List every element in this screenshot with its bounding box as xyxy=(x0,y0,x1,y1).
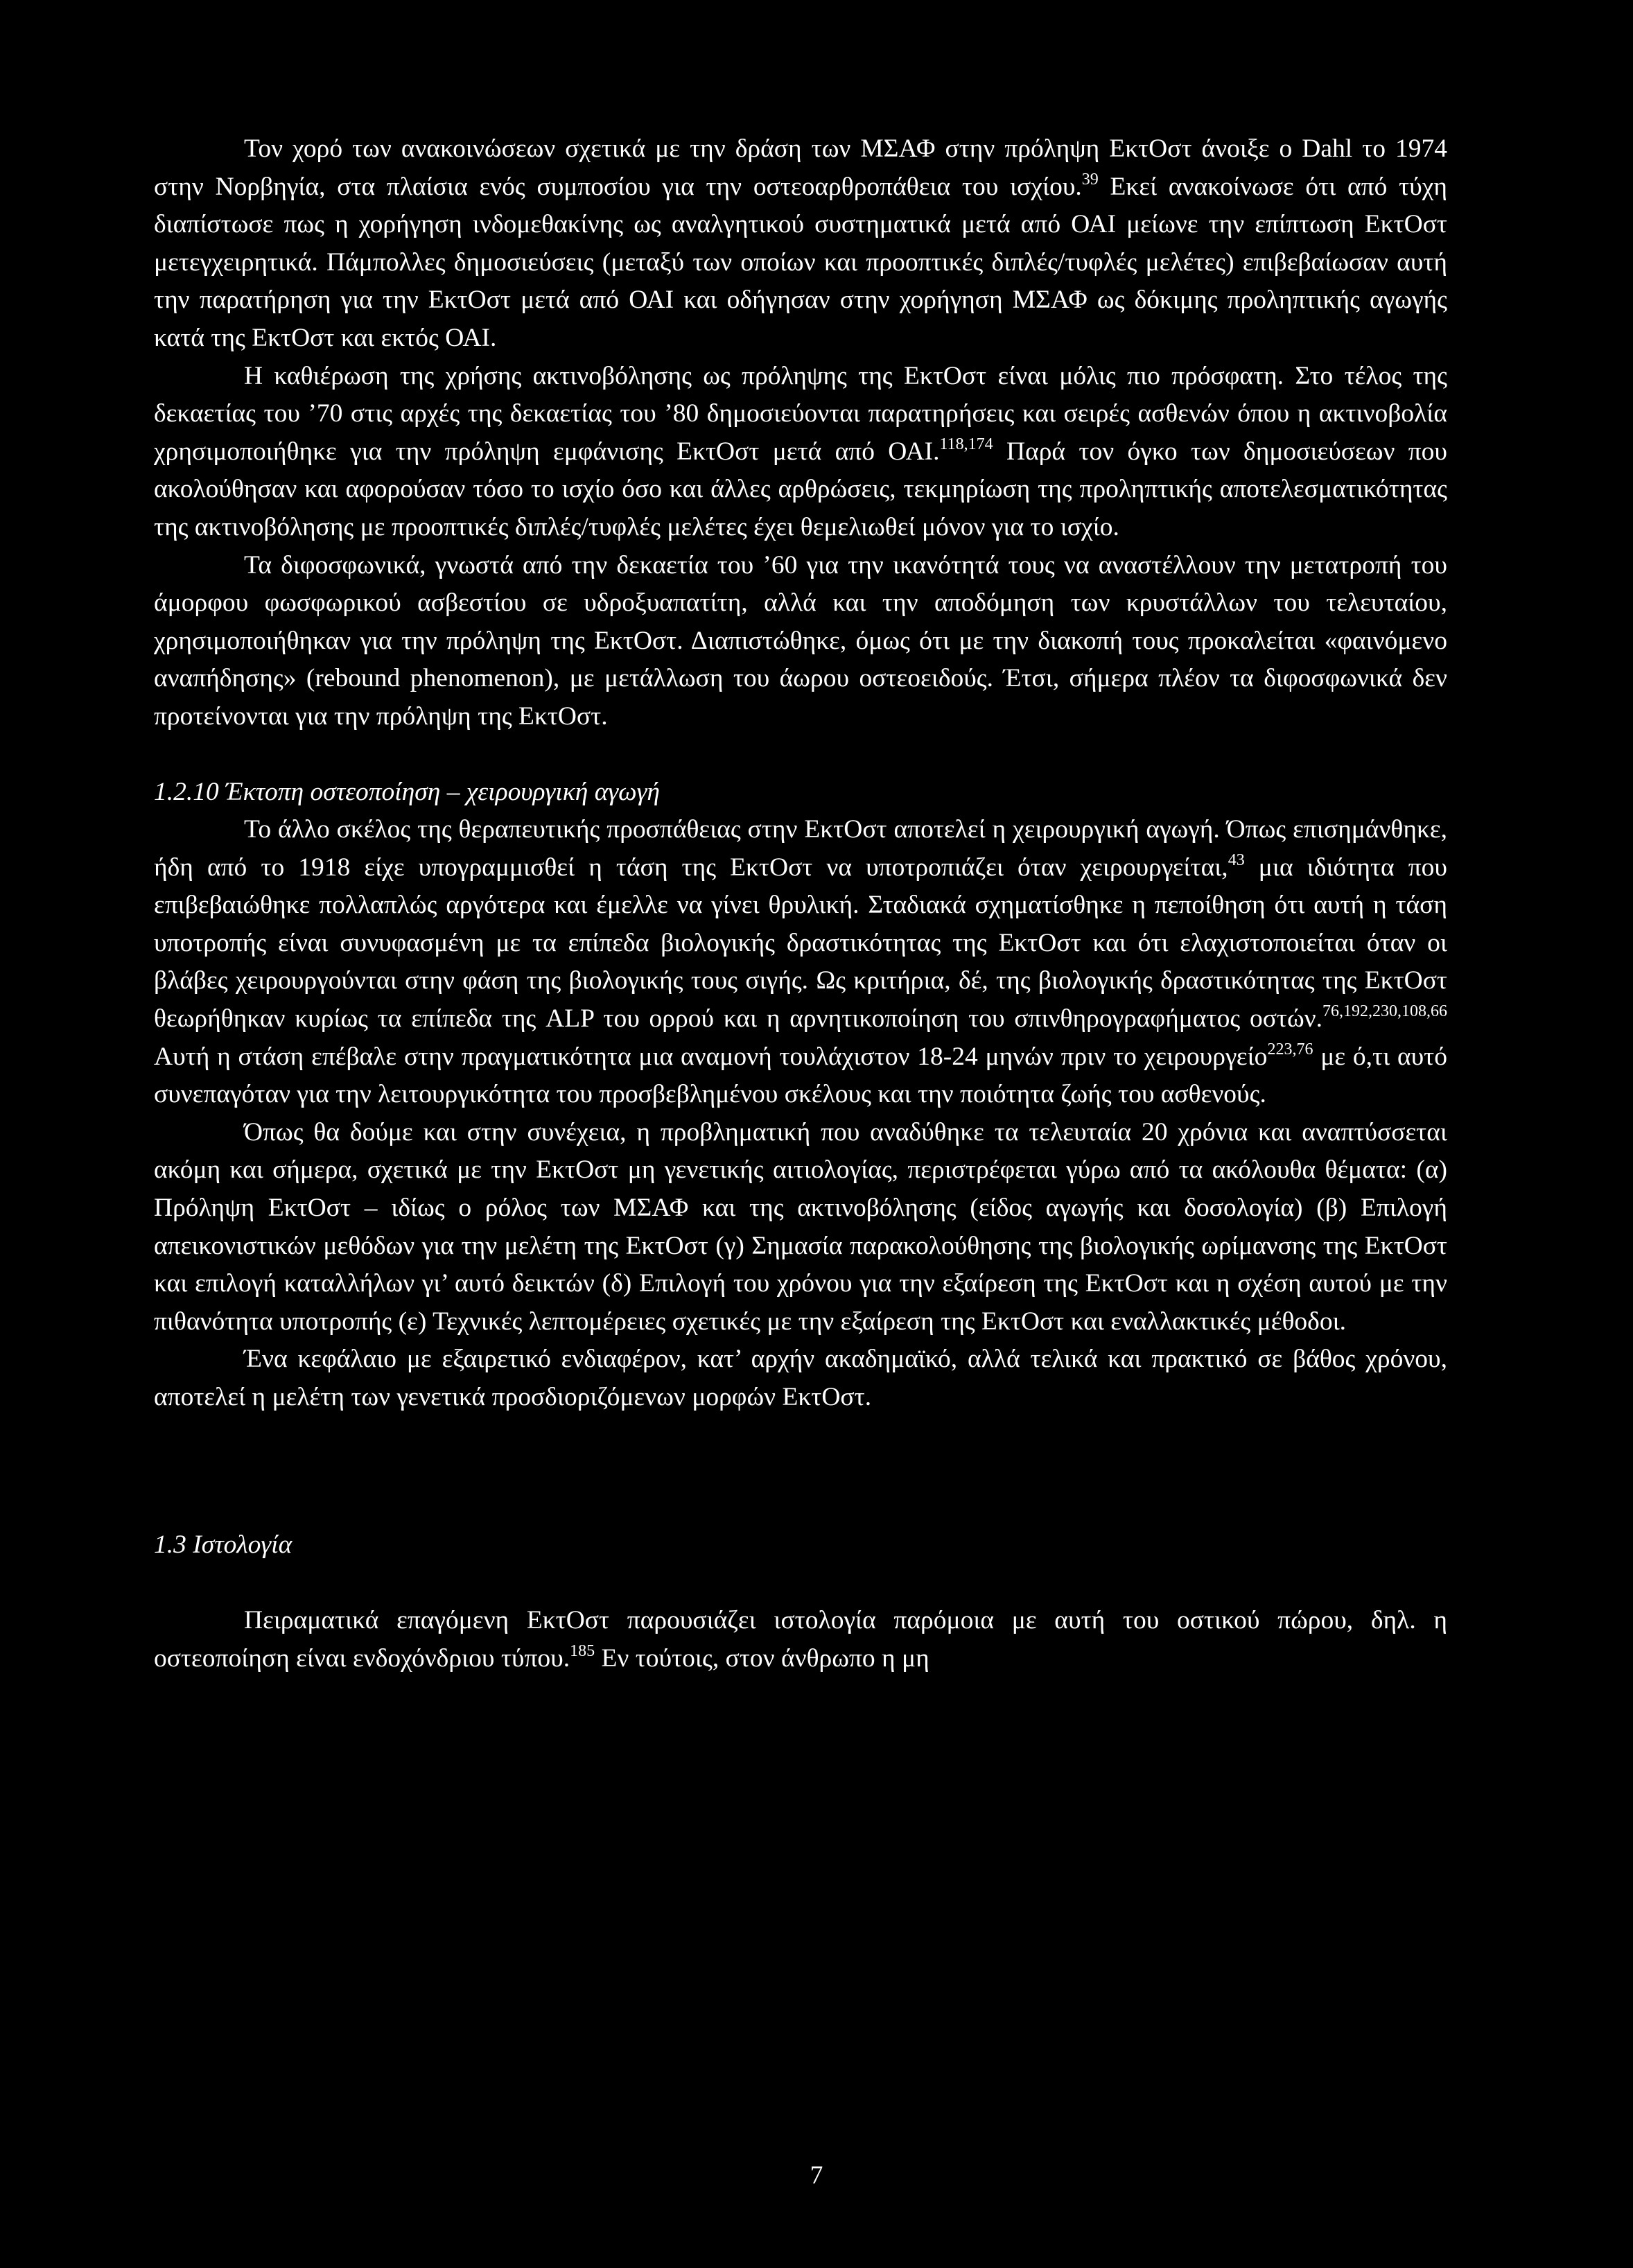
paragraph-bisphosphonates: Τα διφοσφωνικά, γνωστά από την δεκαετία του ’60 για την ικανότητά τους να αναστέλλουν την μετατροπή του άμορφου φωσφωρικού ασβεστίου σε υδροξυαπατίτη, αλλά και την αποδόμηση των κρυστάλλων του τελευταίου, χρησιμοποιήθηκαν για την πρόληψη της ΕκτΟστ. Διαπιστώθηκε, όμως ότι με την διακοπή τους προκαλείται «φαινόμενο αναπήδησης» (rebound phenomenon), με μετάλλωση του άωρου οστεοειδούς. Έτσι, σήμερα πλέον τα διφοσφωνικά δεν προτείνονται για την πρόληψη της ΕκτΟστ. xyxy=(154,550,1447,731)
document-body xyxy=(154,130,1447,1677)
paragraph-open-questions: Όπως θα δούμε και στην συνέχεια, η προβληματική που αναδύθηκε τα τελευταία 20 χρόνια και αναπτύσσεται ακόμη και σήμερα, σχετικά με την ΕκτΟστ μη γενετικής αιτιολογίας, περιστρέφεται γύρω από τα ακόλουθα θέματα: (α) Πρόληψη ΕκτΟστ – ιδίως ο ρόλος των ΜΣΑΦ και της ακτινοβόλησης (είδος αγωγής και δοσολογία) (β) Επιλογή απεικονιστικών μεθόδων για την μελέτη της ΕκτΟστ (γ) Σημασία παρακολούθησης της βιολογικής ωρίμανσης της ΕκτΟστ και επιλογή καταλλήλων γι’ αυτό δεικτών (δ) Επιλογή του χρόνου για την εξαίρεση της ΕκτΟστ και η σχέση αυτού με την πιθανότητα υποτροπής (ε) Τεχνικές λεπτομέρειες σχετικές με την εξαίρεση της ΕκτΟστ και εναλλακτικές μέθοδοι. xyxy=(154,1117,1447,1336)
citation: 39 xyxy=(1081,170,1099,189)
paragraph-genetic-forms: Ένα κεφάλαιο με εξαιρετικό ενδιαφέρον, κατ’ αρχήν ακαδημαϊκό, αλλά τελικά και πρακτικό σε βάθος χρόνου, αποτελεί η μελέτη των γενετικά προσδιοριζόμενων μορφών ΕκτΟστ. xyxy=(154,1345,1447,1411)
paragraph-surgical-treatment: Το άλλο σκέλος της θεραπευτικής προσπάθειας στην ΕκτΟστ αποτελεί η χειρουργική αγωγή. Όπως επισημάνθηκε, ήδη από το 1918 είχε υπογραμμισθεί η τάση της ΕκτΟστ να υποτροπιάζει όταν χειρουργείται,$^{43}$ μια ιδιότητα που επιβεβαιώθηκε πολλαπλώς αργότερα και έμελλε να γίνει θρυλική. Σταδιακά σχηματίσθηκε η πεποίθηση ότι αυτή η τάση υποτροπής είναι συνυφασμένη με τα επίπεδα βιολογικής δραστικότητας της ΕκτΟστ και ότι ελαχιστοποιείται όταν οι βλάβες χειρουργούνται στην φάση της βιολογικής τους σιγής. Ως κριτήρια, δέ, της βιολογικής δραστικότητας της ΕκτΟστ θεωρήθηκαν κυρίως τα επίπεδα της ALP του ορρού και η αρνητικοποίηση του σπινθηρογραφήματος οστών.$^{76,192,230,108,66}$ Αυτή η στάση επέβαλε στην πραγματικότητα μια αναμονή τουλάχιστον 18-24 μηνών πριν το χειρουργείο$^{223,76}$ με ό,τι αυτό συνεπαγόταν για την λειτουργικότητα του προσβεβλημένου σκέλους και την ποιότητα ζωής του ασθενούς. xyxy=(154,815,1447,1109)
paragraph-histology: Πειραματικά επαγόμενη ΕκτΟστ παρουσιάζει ιστολογία παρόμοια με αυτή του οστικού πώρου, δηλ. η οστεοποίηση είναι ενδοχόνδριου τύπου.$^{185}$ Εν τούτοις, στον άνθρωπο η μη xyxy=(154,1606,1447,1673)
citation: 76,192,230,108,66 xyxy=(1322,1002,1447,1021)
page-number: 7 xyxy=(810,2161,823,2190)
citation: 43 xyxy=(1228,850,1245,869)
section-heading-1-2-10: 1.2.10 Έκτοπη οστεοποίηση – χειρουργική αγωγή xyxy=(154,777,661,806)
paragraph-nsaid-prevention: Τον χορό των ανακοινώσεων σχετικά με την δράση των ΜΣΑΦ στην πρόληψη ΕκτΟστ άνοιξε ο Dahl το 1974 στην Νορβηγία, στα πλαίσια ενός συμποσίου για την οστεοαρθροπάθεια του ισχίου.$^{39}$ Εκεί ανακοίνωσε ότι από τύχη διαπίστωσε πως η χορήγηση ινδομεθακίνης ως αναλγητικού συστηματικά μετά από ΟΑΙ μείωνε την επίπτωση ΕκτΟστ μετεγχειρητικά. Πάμπολλες δημοσιεύσεις (μεταξύ των οποίων και προοπτικές διπλές/τυφλές μελέτες) επιβεβαίωσαν αυτή την παρατήρηση για την ΕκτΟστ μετά από ΟΑΙ και οδήγησαν στην χορήγηση ΜΣΑΦ ως δόκιμης προληπτικής αγωγής κατά της ΕκτΟστ και εκτός ΟΑΙ. xyxy=(154,134,1448,352)
citation: 223,76 xyxy=(1267,1040,1313,1058)
citation: 185 xyxy=(570,1641,595,1660)
paragraph-radiation-prevention: Η καθιέρωση της χρήσης ακτινοβόλησης ως πρόληψης της ΕκτΟστ είναι μόλις πιο πρόσφατη. Στο τέλος της δεκαετίας του ’70 στις αρχές της δεκαετίας του ’80 δημοσιεύονται παρατηρήσεις και σειρές ασθενών όπου η ακτινοβολία χρησιμοποιήθηκε για την πρόληψη εμφάνισης ΕκτΟστ μετά από ΟΑΙ.$^{118,174}$ Παρά τον όγκο των δημοσιεύσεων που ακολούθησαν και αφορούσαν τόσο το ισχίο όσο και άλλες αρθρώσεις, τεκμηρίωση της προληπτικής αποτελεσματικότητας της ακτινοβόλησης με προοπτικές διπλές/τυφλές μελέτες έχει θεμελιωθεί μόνον για το ισχίο. xyxy=(154,361,1447,541)
citation: 118,174 xyxy=(939,435,993,453)
section-heading-1-3: 1.3 Ιστολογία xyxy=(154,1530,292,1559)
